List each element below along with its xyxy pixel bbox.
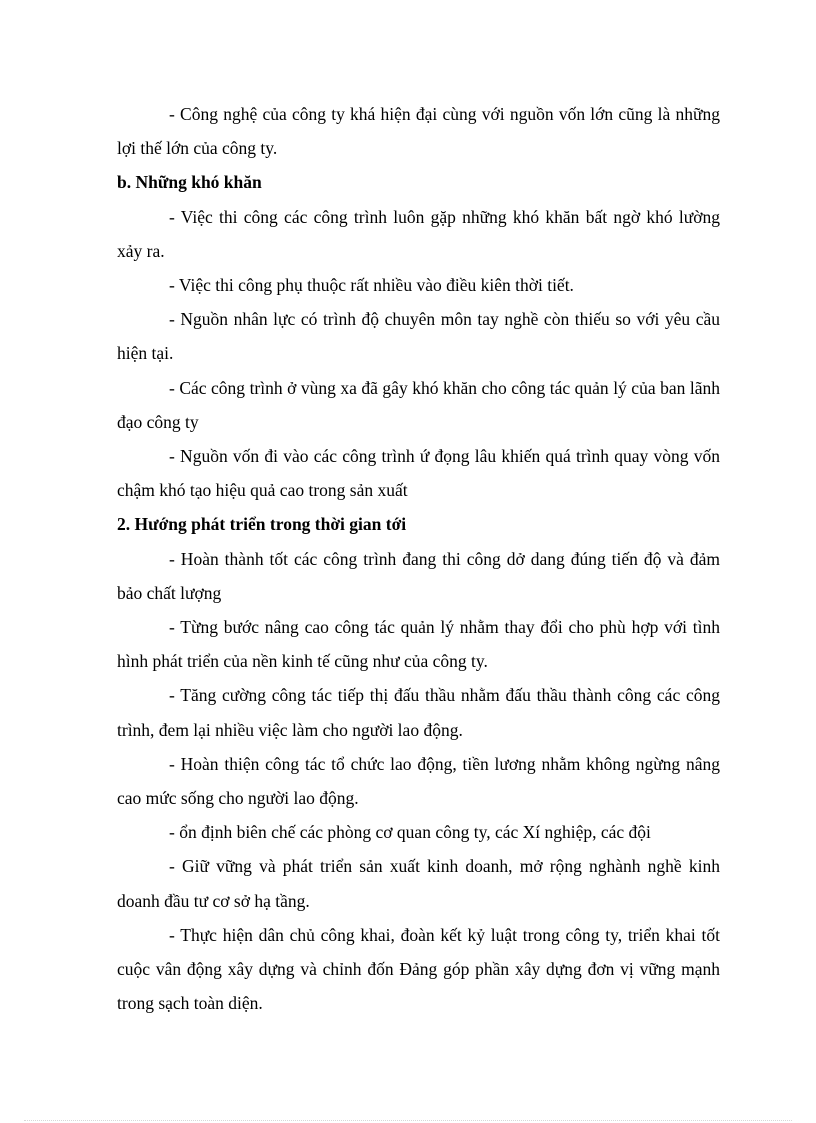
document-body [117, 97, 720, 1020]
paragraph: - Từng bước nâng cao công tác quản lý nhằm thay đổi cho phù hợp với tình hình phát triển của nền kinh tế cũng như của công ty. [117, 617, 720, 672]
paragraph: - Thực hiện dân chủ công khai, đoàn kết kỷ luật trong công ty, triển khai tốt cuộc vân động xây dựng và chỉnh đốn Đảng góp phần xây dựng đơn vị vững mạnh trong sạch toàn diện. [117, 924, 720, 1014]
paragraph: - Nguồn vốn đi vào các công trình ứ đọng lâu khiến quá trình quay vòng vốn chậm khó tạo hiệu quả cao trong sản xuất [117, 446, 720, 501]
paragraph: - Việc thi công phụ thuộc rất nhiều vào điều kiên thời tiết. [169, 275, 574, 296]
section-difficulties [117, 165, 720, 507]
paragraph: - Hoàn thiện công tác tổ chức lao động, tiền lương nhằm không ngừng nâng cao mức sống cho người lao động. [117, 753, 720, 809]
paragraph: - Công nghệ của công ty khá hiện đại cùng với nguồn vốn lớn cũng là những lợi thế lớn của công ty. [117, 104, 720, 159]
paragraph: - Giữ vững và phát triển sản xuất kinh doanh, mở rộng nghành nghề kinh doanh đầu tư cơ sở hạ tầng. [117, 856, 720, 911]
paragraph: - Tăng cường công tác tiếp thị đấu thầu nhằm đấu thầu thành công các công trình, đem lại nhiều việc làm cho người lao động. [117, 685, 720, 740]
paragraph: - Hoàn thành tốt các công trình đang thi công dở dang đúng tiến độ và đảm bảo chất lượng [117, 548, 720, 603]
section-heading-development-direction: 2. Hướng phát triển trong thời gian tới [117, 514, 407, 535]
section-development-direction [117, 507, 720, 1020]
section-heading-difficulties: b. Những khó khăn [117, 172, 262, 193]
section-intro [117, 97, 720, 165]
paragraph: - ổn định biên chế các phòng cơ quan công ty, các Xí nghiệp, các đội [169, 822, 651, 843]
paragraph: - Việc thi công các công trình luôn gặp những khó khăn bất ngờ khó lường xảy ra. [117, 206, 720, 261]
paragraph: - Các công trình ở vùng xa đã gây khó khăn cho công tác quản lý của ban lãnh đạo công ty [117, 377, 720, 432]
page-bottom-border [24, 1120, 792, 1121]
paragraph: - Nguồn nhân lực có trình độ chuyên môn tay nghề còn thiếu so với yêu cầu hiện tại. [117, 309, 720, 364]
